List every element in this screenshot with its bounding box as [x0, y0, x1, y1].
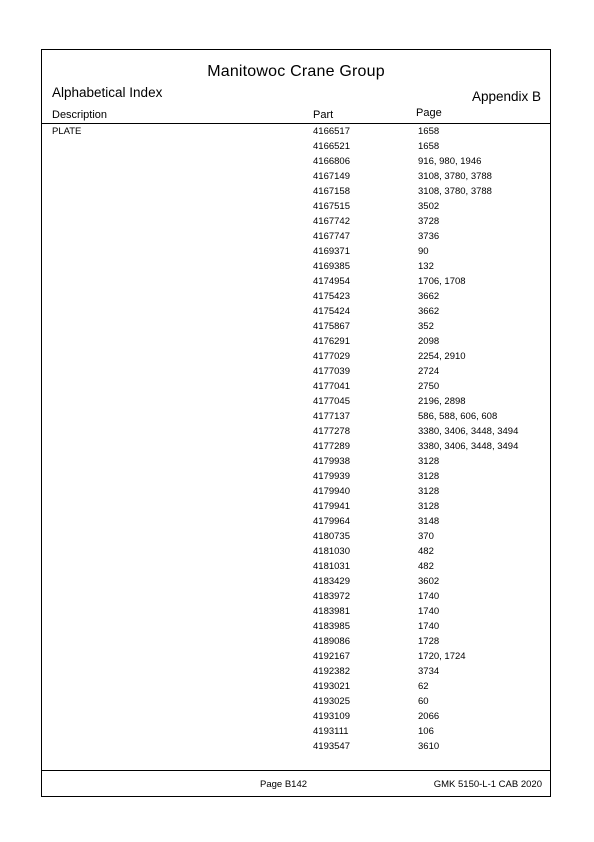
table-row — [42, 186, 550, 201]
page-reference: 3610 — [418, 741, 440, 752]
part-number: 4169385 — [313, 261, 350, 272]
page-reference: 916, 980, 1946 — [418, 156, 482, 167]
page-reference: 3128 — [418, 456, 440, 467]
page-reference: 2724 — [418, 366, 440, 377]
part-number: 4177041 — [313, 381, 350, 392]
part-number: 4177278 — [313, 426, 350, 437]
table-row — [42, 681, 550, 696]
page-reference: 3736 — [418, 231, 440, 242]
table-row — [42, 546, 550, 561]
part-number: 4169371 — [313, 246, 350, 257]
table-row — [42, 336, 550, 351]
part-number: 4174954 — [313, 276, 350, 287]
table-row — [42, 591, 550, 606]
page-reference: 3728 — [418, 216, 440, 227]
part-number: 4192167 — [313, 651, 350, 662]
part-number: 4180735 — [313, 531, 350, 542]
page-reference: 352 — [418, 321, 434, 332]
part-number: 4179939 — [313, 471, 350, 482]
part-number: 4193021 — [313, 681, 350, 692]
part-number: 4166521 — [313, 141, 350, 152]
page-reference: 1658 — [418, 141, 440, 152]
page-reference: 3602 — [418, 576, 440, 587]
part-number: 4192382 — [313, 666, 350, 677]
page-reference: 482 — [418, 546, 434, 557]
table-row — [42, 306, 550, 321]
part-number: 4166806 — [313, 156, 350, 167]
part-number: 4167747 — [313, 231, 350, 242]
part-number: 4193547 — [313, 741, 350, 752]
part-number: 4176291 — [313, 336, 350, 347]
page-reference: 60 — [418, 696, 429, 707]
page-reference: 1740 — [418, 606, 440, 617]
table-row — [42, 486, 550, 501]
page-reference: 1740 — [418, 591, 440, 602]
part-number: 4179964 — [313, 516, 350, 527]
page-reference: 1658 — [418, 126, 440, 137]
table-row — [42, 501, 550, 516]
table-row — [42, 456, 550, 471]
page-reference: 2750 — [418, 381, 440, 392]
table-row — [42, 531, 550, 546]
page-reference: 3108, 3780, 3788 — [418, 171, 492, 182]
part-number: 4167158 — [313, 186, 350, 197]
part-number: 4193109 — [313, 711, 350, 722]
page-reference: 1728 — [418, 636, 440, 647]
page-reference: 3128 — [418, 471, 440, 482]
table-row — [42, 321, 550, 336]
table-row — [42, 441, 550, 456]
page-reference: 1706, 1708 — [418, 276, 466, 287]
index-title: Alphabetical Index — [52, 85, 163, 100]
part-number: 4179940 — [313, 486, 350, 497]
table-row — [42, 366, 550, 381]
page-reference: 3108, 3780, 3788 — [418, 186, 492, 197]
table-row — [42, 726, 550, 741]
page-reference: 3380, 3406, 3448, 3494 — [418, 441, 519, 452]
part-number: 4179941 — [313, 501, 350, 512]
description-value: PLATE — [52, 126, 82, 137]
page-reference: 3380, 3406, 3448, 3494 — [418, 426, 519, 437]
part-number: 4175423 — [313, 291, 350, 302]
page-reference: 2196, 2898 — [418, 396, 466, 407]
footer-model: GMK 5150-L-1 CAB 2020 — [433, 779, 542, 790]
footer-page-number: Page B142 — [260, 779, 308, 790]
page-reference: 2098 — [418, 336, 440, 347]
column-header-part: Part — [313, 109, 334, 121]
part-number: 4183985 — [313, 621, 350, 632]
part-number: 4181030 — [313, 546, 350, 557]
table-row — [42, 291, 550, 306]
table-row — [42, 276, 550, 291]
table-row — [42, 351, 550, 366]
table-row — [42, 246, 550, 261]
table-row — [42, 231, 550, 246]
part-number: 4179938 — [313, 456, 350, 467]
column-header-page: Page — [416, 107, 442, 119]
table-row — [42, 426, 550, 441]
table-row — [42, 696, 550, 711]
page-reference: 2254, 2910 — [418, 351, 466, 362]
part-number: 4167742 — [313, 216, 350, 227]
table-row — [42, 516, 550, 531]
table-row — [42, 201, 550, 216]
table-row — [42, 126, 550, 141]
part-number: 4177137 — [313, 411, 350, 422]
page-reference: 106 — [418, 726, 434, 737]
part-number: 4189086 — [313, 636, 350, 647]
table-row — [42, 561, 550, 576]
part-number: 4167149 — [313, 171, 350, 182]
table-row — [42, 216, 550, 231]
part-number: 4175424 — [313, 306, 350, 317]
part-number: 4177039 — [313, 366, 350, 377]
table-row — [42, 171, 550, 186]
table-row — [42, 471, 550, 486]
page-reference: 3148 — [418, 516, 440, 527]
part-number: 4167515 — [313, 201, 350, 212]
table-row — [42, 636, 550, 651]
table-row — [42, 156, 550, 171]
part-number: 4193111 — [313, 726, 349, 737]
column-headers — [42, 108, 550, 124]
page-reference: 3734 — [418, 666, 440, 677]
table-row — [42, 711, 550, 726]
part-number: 4183429 — [313, 576, 350, 587]
index-table — [42, 126, 550, 756]
page-reference: 2066 — [418, 711, 440, 722]
part-number: 4181031 — [313, 561, 350, 572]
column-header-description: Description — [52, 109, 108, 121]
company-title: Manitowoc Crane Group — [207, 63, 385, 80]
page-reference: 1740 — [418, 621, 440, 632]
page-reference: 62 — [418, 681, 429, 692]
table-row — [42, 381, 550, 396]
table-row — [42, 741, 550, 756]
table-row — [42, 666, 550, 681]
part-number: 4177289 — [313, 441, 350, 452]
table-row — [42, 621, 550, 636]
table-row — [42, 606, 550, 621]
page-frame — [41, 49, 551, 797]
part-number: 4166517 — [313, 126, 350, 137]
page-reference: 370 — [418, 531, 434, 542]
page-reference: 3662 — [418, 306, 440, 317]
part-number: 4193025 — [313, 696, 350, 707]
table-row — [42, 576, 550, 591]
page-reference: 3662 — [418, 291, 440, 302]
table-row — [42, 261, 550, 276]
part-number: 4183972 — [313, 591, 350, 602]
page-reference: 3128 — [418, 501, 440, 512]
part-number: 4183981 — [313, 606, 350, 617]
page-reference: 482 — [418, 561, 434, 572]
footer-divider — [42, 770, 550, 771]
table-row — [42, 396, 550, 411]
part-number: 4175867 — [313, 321, 350, 332]
table-row — [42, 411, 550, 426]
appendix-label: Appendix B — [471, 89, 541, 104]
page-reference: 3128 — [418, 486, 440, 497]
page-reference: 132 — [418, 261, 434, 272]
page-reference: 90 — [418, 246, 429, 257]
part-number: 4177029 — [313, 351, 350, 362]
table-row — [42, 141, 550, 156]
page-reference: 3502 — [418, 201, 440, 212]
table-row — [42, 651, 550, 666]
page-reference: 586, 588, 606, 608 — [418, 411, 498, 422]
page-reference: 1720, 1724 — [418, 651, 466, 662]
part-number: 4177045 — [313, 396, 350, 407]
